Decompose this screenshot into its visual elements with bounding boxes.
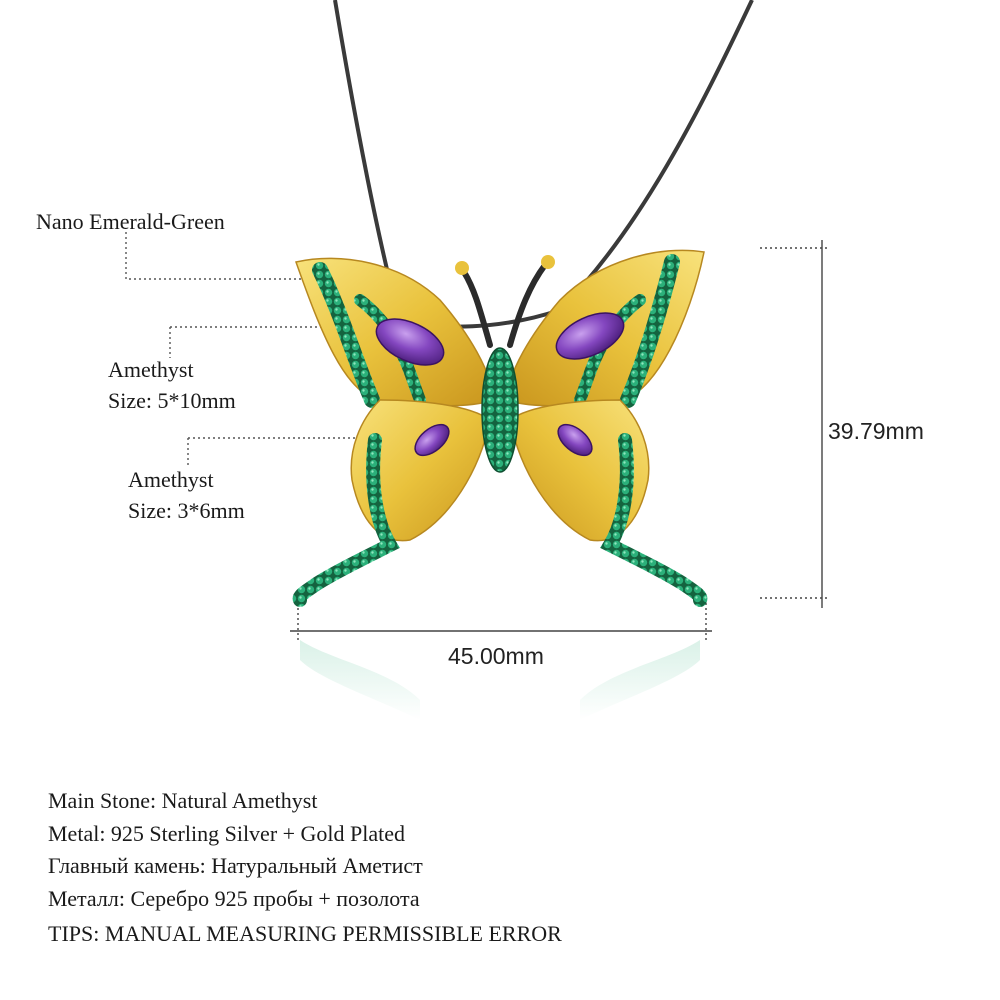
callout-emerald (36, 206, 225, 237)
callout-emerald-label: Nano Emerald-Green (36, 209, 225, 234)
spec-metal-ru: Металл: Серебро 925 пробы + позолота (48, 886, 420, 911)
spec-main-stone-ru: Главный камень: Натуральный Аметист (48, 853, 423, 878)
butterfly-body (482, 348, 518, 472)
right-hindwing (510, 400, 700, 600)
callout-amethyst-small-size: Size: 3*6mm (128, 498, 245, 523)
antennae (464, 265, 545, 345)
spec-main-stone: Main Stone: Natural Amethyst (48, 788, 318, 813)
left-hindwing (300, 400, 490, 600)
dimension-height-label: 39.79mm (828, 418, 924, 444)
callout-amethyst-large-size: Size: 5*10mm (108, 388, 236, 413)
callout-amethyst-small-name: Amethyst (128, 467, 214, 492)
callout-amethyst-small (128, 464, 245, 526)
callout-amethyst-large-name: Amethyst (108, 357, 194, 382)
antenna-tip-left (455, 261, 469, 275)
spec-metal: Metal: 925 Sterling Silver + Gold Plated (48, 821, 406, 846)
dimension-width-label: 45.00mm (448, 643, 544, 669)
callout-amethyst-large (108, 354, 236, 416)
spec-tips: TIPS: MANUAL MEASURING PERMISSIBLE ERROR (48, 921, 562, 946)
antenna-tip-right (541, 255, 555, 269)
